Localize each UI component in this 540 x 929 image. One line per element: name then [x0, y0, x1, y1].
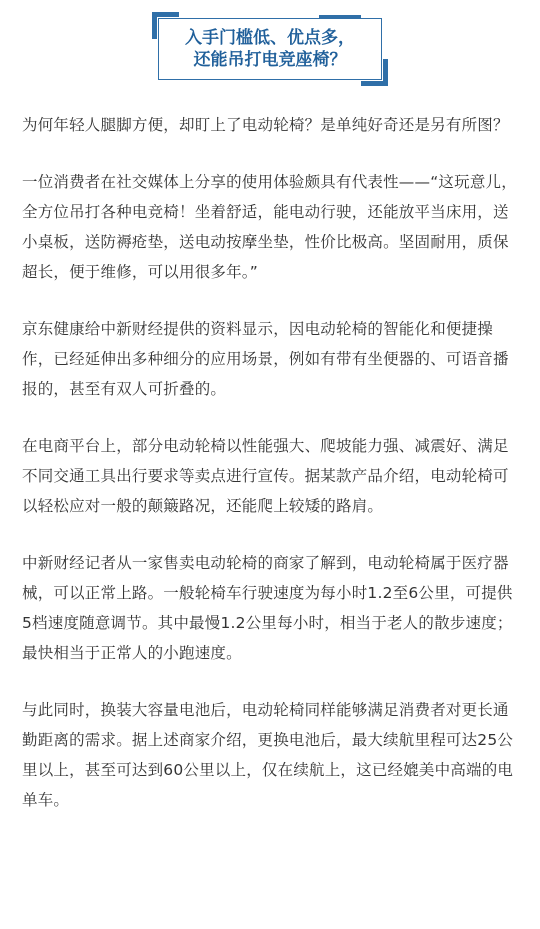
section-title	[159, 27, 381, 71]
paragraph: 与此同时，换装大容量电池后，电动轮椅同样能够满足消费者对更长通勤距离的需求。据上述商家介绍，更换电池后，最大续航里程可达25公里以上，甚至可达到60公里以上，仅在续航上，这已经媲美中高端的电单车。	[22, 701, 514, 809]
article-body	[22, 110, 522, 842]
paragraph: 一位消费者在社交媒体上分享的使用体验颇具有代表性——“这玩意儿，全方位吊打各种电竞椅！坐着舒适，能电动行驶，还能放平当床用，送小桌板，送防褥疮垫，送电动按摩坐垫，性价比极高。坚固耐用，质保超长，便于维修，可以用很多年。”	[22, 173, 517, 281]
paragraph: 中新财经记者从一家售卖电动轮椅的商家了解到，电动轮椅属于医疗器械，可以正常上路。一般轮椅车行驶速度为每小时1.2至6公里，可提供5档速度随意调节。其中最慢1.2公里每小时，相当于老人的散步速度；最快相当于正常人的小跑速度。	[22, 554, 513, 662]
paragraph: 为何年轻人腿脚方便，却盯上了电动轮椅？是单纯好奇还是另有所图？	[22, 116, 509, 134]
title-top-accent-bar	[319, 15, 361, 19]
section-title-line-1: 入手门槛低、优点多，	[185, 28, 355, 48]
section-title-box	[158, 18, 382, 80]
paragraph: 京东健康给中新财经提供的资料显示，因电动轮椅的智能化和便捷操作，已经延伸出多种细分的应用场景，例如有带有坐便器的、可语音播报的，甚至有双人可折叠的。	[22, 320, 509, 398]
paragraph: 在电商平台上，部分电动轮椅以性能强大、爬坡能力强、减震好、满足不同交通工具出行要求等卖点进行宣传。据某款产品介绍，电动轮椅可以轻松应对一般的颠簸路况，还能爬上较矮的路肩。	[22, 437, 509, 515]
section-title-line-2: 还能吊打电竞座椅？	[193, 50, 347, 70]
